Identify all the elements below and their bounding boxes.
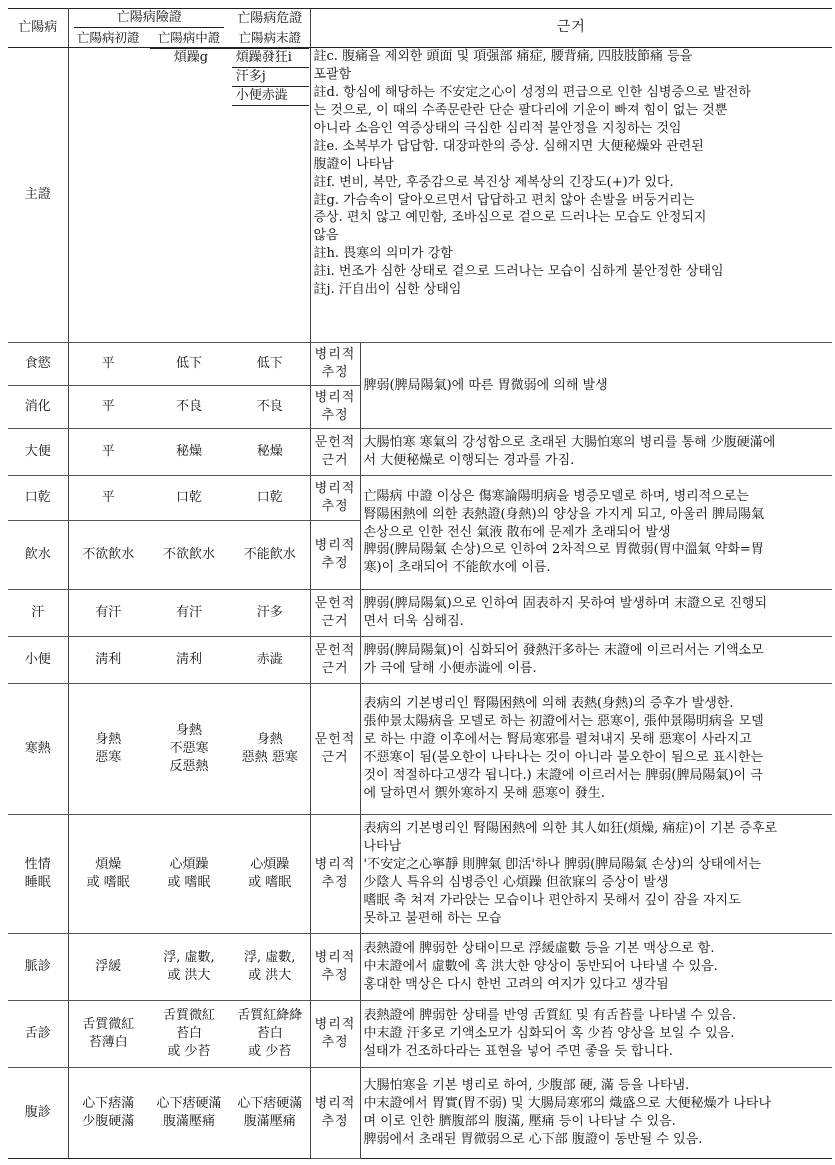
- cell-line: 或 嗜眠: [167, 875, 211, 890]
- note-line: 포괄함: [313, 66, 352, 82]
- main-late-values: [232, 48, 310, 106]
- cell-line: 苔白: [175, 1026, 202, 1042]
- cell-line: 浮, 虛數,: [244, 950, 296, 966]
- value-late: [230, 590, 310, 637]
- basis-line: 병리적: [314, 1096, 356, 1112]
- cell-line: 며 이로 인한 臍腹部의 腹滿, 壓痛 등이 나타날 수 있음.: [363, 1114, 676, 1129]
- cell-line: 或 少苔: [248, 1043, 292, 1059]
- header-critical: 亡陽病危證: [230, 9, 310, 29]
- note-line: 註g. 가슴속이 달아오르면서 답답하고 편치 않아 손발을 버둥거리는: [313, 192, 695, 208]
- value-middle: [148, 476, 230, 521]
- row-name: [8, 1001, 68, 1068]
- cell-line: 舌質微紅: [162, 1008, 215, 1024]
- value-middle: [148, 934, 230, 1001]
- basis-line: 근거: [321, 453, 349, 468]
- cell-line: 淸利: [175, 652, 202, 668]
- header-early: 亡陽病初證: [68, 28, 148, 48]
- value-early: [68, 684, 148, 815]
- cell-line: 惡寒: [95, 750, 122, 765]
- basis-line: 병리적: [314, 481, 356, 497]
- value-late: [230, 1001, 310, 1068]
- value-late: [230, 934, 310, 1001]
- cell-line: '不安定之心寧靜 則脾氣 卽活'하나 脾弱(脾局陽氣 손상)의 상태에서는: [363, 857, 762, 873]
- row-name: [8, 521, 68, 590]
- note-line: 腹證이 나타남: [313, 156, 394, 172]
- basis-line: 문헌적: [314, 435, 356, 451]
- cell-line: 平: [101, 444, 115, 460]
- value-late: [230, 343, 310, 386]
- basis-line: 병리적: [314, 1017, 356, 1033]
- cell-line: 면서 더욱 심해짐.: [363, 614, 464, 629]
- basis-line: 추정: [321, 968, 349, 983]
- cell-line: 身熱: [256, 732, 283, 748]
- table-row: [8, 934, 832, 1001]
- cell-line: 惡熱 惡寒: [241, 750, 298, 765]
- basis-cell: [310, 476, 360, 521]
- row-name-line: 腹診: [24, 1105, 51, 1121]
- row-name-line: 大便: [24, 444, 51, 460]
- cell-line: 서 大便秘燥로 이행되는 경과를 가짐.: [363, 453, 575, 468]
- table-row: [8, 590, 832, 637]
- table-row: [8, 637, 832, 684]
- note-line: 증상. 편치 않고 예민함, 조바심으로 겉으로 드러나는 모습도 안정되지: [313, 210, 707, 226]
- cell-line: 不良: [175, 399, 202, 415]
- cell-line: 脾弱(脾局陽氣)으로 인하여 固表하지 못하여 발생하며 末證으로 진행되: [363, 596, 768, 612]
- row-name-line: 口乾: [24, 490, 51, 506]
- cell-line: 低下: [256, 356, 283, 372]
- value-early: [68, 521, 148, 590]
- main-middle-value: 煩躁g: [150, 48, 232, 106]
- row-name: [8, 429, 68, 476]
- table-row: [8, 1068, 832, 1159]
- cell-line: 少陰人 특유의 심병증인 心煩躁 但欲寐의 증상이 발생: [363, 875, 669, 890]
- cell-line: 淸利: [95, 652, 122, 668]
- cell-line: 口乾: [175, 490, 202, 506]
- row-name-line: 飮水: [24, 547, 51, 563]
- basis-cell: [310, 343, 360, 386]
- cell-line: 腎陽困熱에 의한 表熱證(身熱)의 양상을 가지게 되고, 아울러 脾局陽氣: [363, 506, 765, 522]
- value-late: [230, 521, 310, 590]
- row-name: [8, 590, 68, 637]
- note-line: 註f. 변비, 복만, 후중감으로 복진상 제복상의 긴장도(+)가 있다.: [313, 174, 674, 190]
- basis-line: 추정: [321, 365, 349, 380]
- value-middle: [148, 637, 230, 684]
- value-late: [230, 386, 310, 429]
- main-symptom-notes: [310, 48, 832, 343]
- note-line: 아니라 소음인 역증상태의 극심한 심리적 불안정을 지칭하는 것임: [313, 120, 682, 136]
- cell-line: 大腸怕寒 寒氣의 강성함으로 초래된 大腸怕寒의 병리를 통해 少腹硬滿에: [363, 435, 776, 451]
- value-early: [68, 343, 148, 386]
- basis-line: 병리적: [314, 347, 356, 363]
- table-row-main-symptom: [8, 48, 832, 343]
- cell-line: 心煩躁: [250, 857, 290, 873]
- note-line: 註e. 소복부가 답답함. 대장파한의 증상. 심해지면 大便秘燥와 관련된: [313, 138, 704, 154]
- basis-line: 병리적: [314, 538, 356, 554]
- note-line: 註j. 汗自出이 심한 상태임: [313, 282, 462, 298]
- row-name-line: 脈診: [24, 959, 51, 975]
- description-shared-thirst: [360, 476, 832, 590]
- basis-line: 추정: [321, 875, 349, 890]
- header-middle: 亡陽病中證: [148, 28, 230, 48]
- row-name: [8, 1068, 68, 1159]
- basis-line: 문헌적: [314, 643, 356, 659]
- table-row: [8, 684, 832, 815]
- cell-line: 表病의 기본병리인 腎陽困熱에 의한 其人如狂(煩燥, 痛症)이 기본 증후로: [363, 821, 778, 837]
- cell-line: 心煩躁: [169, 857, 209, 873]
- value-early: [68, 815, 148, 934]
- cell-line: 表病의 기본병리인 腎陽困熱에 의해 表熱(身熱)의 증후가 발생한.: [363, 696, 734, 712]
- cell-line: 不惡寒: [169, 741, 209, 757]
- basis-line: 추정: [321, 408, 349, 423]
- cell-line: 不良: [256, 399, 283, 415]
- value-middle: [148, 343, 230, 386]
- table-row: [8, 343, 832, 386]
- description-cell: [360, 1001, 832, 1068]
- header-basis: 근거: [310, 9, 832, 48]
- description-cell: [360, 934, 832, 1001]
- cell-line: 嗜眠 축 쳐져 가라앉는 모습이나 편안하지 못해서 깊이 잠을 자지도: [363, 892, 741, 908]
- description-cell: [360, 429, 832, 476]
- cell-line: 表熱證에 脾弱한 상태를 반영 舌質紅 및 有舌苔를 나타낼 수 있음.: [363, 1008, 737, 1024]
- row-name-line: 小便: [24, 652, 51, 668]
- row-name: [8, 815, 68, 934]
- value-middle: [148, 815, 230, 934]
- cell-line: 苔白: [256, 1026, 283, 1042]
- cell-line: 손상으로 인한 전신 氣液 散布에 문제가 초래되어 발생: [363, 524, 671, 540]
- cell-line: 못하고 불편해 하는 모습: [363, 910, 502, 926]
- cell-line: 脾弱(脾局陽氣 손상)으로 인하여 2차적으로 胃微弱(胃中溫氣 약화=胃: [363, 542, 764, 558]
- value-early: [68, 386, 148, 429]
- value-early: [68, 429, 148, 476]
- cell-line: 心下痞硬滿: [237, 1096, 303, 1112]
- row-name-line: 性情: [24, 857, 51, 873]
- note-line: 않음: [313, 228, 339, 244]
- row-name: [8, 386, 68, 429]
- basis-line: 근거: [321, 661, 349, 676]
- description-cell: [360, 590, 832, 637]
- row-name-line: 消化: [24, 399, 51, 415]
- value-early: [68, 476, 148, 521]
- cell-line: 中末證에서 虛數에 혹 洪大한 양상이 동반되어 나타낼 수 있음.: [363, 959, 718, 975]
- cell-line: 心下痞硬滿: [156, 1096, 222, 1112]
- note-line: 註d. 항심에 해당하는 不安定之心이 성정의 편급으로 인한 심병증으로 발전하: [313, 84, 751, 100]
- row-name: [8, 343, 68, 386]
- cell-line: 舌質微紅: [82, 1017, 135, 1033]
- cell-line: 나타남: [363, 839, 402, 855]
- basis-line: 병리적: [314, 857, 356, 873]
- value-middle: [148, 429, 230, 476]
- basis-cell: [310, 386, 360, 429]
- row-name-line: 寒熱: [24, 741, 51, 757]
- cell-line: 홍대한 맥상은 다시 한번 고려의 여지가 있다고 생각됨: [363, 976, 669, 992]
- table-row: [8, 1001, 832, 1068]
- description-cell: [360, 1068, 832, 1159]
- cell-line: 反惡熱: [169, 758, 209, 774]
- value-late: [230, 429, 310, 476]
- value-late: [230, 1068, 310, 1159]
- cell-line: 少腹硬滿: [82, 1114, 135, 1129]
- cell-line: 心下痞滿: [82, 1096, 135, 1112]
- basis-line: 추정: [321, 1114, 349, 1129]
- cell-line: 脾弱(脾局陽氣)이 심화되어 發熱汗多하는 末證에 이르러서는 기액소모: [363, 643, 764, 659]
- cell-line: 不欲飮水: [162, 547, 215, 563]
- row-name-line: 食慾: [24, 356, 51, 372]
- cell-line: 身熱: [95, 732, 122, 748]
- row-name: [8, 637, 68, 684]
- cell-line: 不能飮水: [243, 547, 296, 563]
- value-late: [230, 637, 310, 684]
- cell-line: 설태가 건조하다라는 표현을 넣어 주면 좋을 듯 합니다.: [363, 1043, 673, 1059]
- basis-line: 추정: [321, 1035, 349, 1050]
- basis-cell: [310, 934, 360, 1001]
- cell-line: 脾弱에서 초래된 胃微弱으로 心下部 腹證이 동반될 수 있음.: [363, 1131, 703, 1147]
- value-middle: [148, 1068, 230, 1159]
- value-early: [68, 637, 148, 684]
- cell-line: 有汗: [175, 605, 202, 621]
- row-name-line: 睡眠: [24, 875, 51, 890]
- cell-line: 張仲景太陽病을 모델로 하는 初證에서는 惡寒이, 張仲景陽明病을 모델: [363, 714, 764, 730]
- cell-line: 或 少苔: [167, 1043, 211, 1059]
- cell-line: 大腸怕寒을 기본 병리로 하여, 少腹部 硬, 滿 등을 나타냄.: [363, 1078, 690, 1094]
- basis-cell: [310, 521, 360, 590]
- cell-line: 或 嗜眠: [248, 875, 292, 890]
- cell-line: 身熱: [175, 723, 202, 739]
- value-late: [230, 684, 310, 815]
- value-middle: [148, 684, 230, 815]
- row-name-line: 汗: [31, 605, 45, 621]
- basis-cell: [310, 637, 360, 684]
- cell-line: 煩燥: [95, 857, 122, 873]
- note-line: 註c. 腹痛을 제외한 頭面 및 項强部 痛症, 腰背痛, 四肢肢節痛 등을: [313, 49, 693, 64]
- cell-line: 浮緩: [95, 959, 122, 975]
- cell-line: 로 하는 中證 이후에서는 腎局寒邪를 펼쳐내지 못해 惡寒이 사라지고: [363, 732, 752, 748]
- note-line: 는 것으로, 이 때의 수족문란란 단순 팔다리에 기운이 빠져 힘이 없는 것뿐: [313, 102, 728, 118]
- value-middle: [148, 1001, 230, 1068]
- cell-line: 苔薄白: [88, 1035, 128, 1050]
- cell-line: 平: [101, 490, 115, 506]
- value-early: [68, 934, 148, 1001]
- basis-line: 추정: [321, 499, 349, 514]
- basis-line: 근거: [321, 750, 349, 765]
- value-middle: [148, 590, 230, 637]
- basis-line: 병리적: [314, 950, 356, 966]
- row-name-line: 舌診: [24, 1026, 51, 1042]
- table-body: [8, 48, 832, 1159]
- cell-line: 或 洪大: [248, 968, 292, 983]
- header-pattern: 亡陽病: [8, 9, 68, 48]
- basis-line: 추정: [321, 556, 349, 571]
- basis-cell: [310, 684, 360, 815]
- row-name: 主證: [8, 48, 68, 343]
- row-name: [8, 476, 68, 521]
- basis-cell: [310, 815, 360, 934]
- cell-line: 亡陽病 中證 이상은 傷寒論陽明病을 병증모델로 하며, 병리적으로는: [363, 488, 749, 504]
- cell-line: 가 극에 달해 小便赤澁에 이름.: [363, 661, 537, 676]
- main-late-item: 煩躁發狂i: [232, 48, 310, 67]
- table-row: [8, 429, 832, 476]
- main-late-item: 小便赤澁: [232, 86, 310, 106]
- cell-line: 平: [101, 399, 115, 415]
- cell-line: 或 嗜眠: [86, 875, 130, 890]
- basis-cell: [310, 1068, 360, 1159]
- cell-line: 赤澁: [256, 652, 283, 668]
- cell-line: 有汗: [95, 605, 122, 621]
- cell-line: 或 洪大: [167, 968, 211, 983]
- basis-line: 근거: [321, 614, 349, 629]
- basis-cell: [310, 429, 360, 476]
- cell-line: 秘燥: [175, 444, 202, 460]
- value-late: [230, 476, 310, 521]
- value-middle: [148, 386, 230, 429]
- cell-line: 舌質紅絳絳: [237, 1008, 303, 1024]
- cell-line: 中末證에서 胃實(胃不弱) 및 大腸局寒邪의 熾盛으로 大便秘燥가 나타나: [363, 1096, 772, 1112]
- symptom-table: [8, 8, 832, 1159]
- cell-line: 腹滿壓痛: [243, 1114, 296, 1129]
- cell-line: 汗多: [256, 605, 283, 621]
- note-line: 註h. 畏寒의 의미가 강함: [313, 246, 453, 262]
- cell-line: 에 달하면서 禦外寒하지 못해 惡寒이 發生.: [363, 785, 605, 801]
- cell-line: 中末證 汗多로 기액소모가 심화되어 혹 少苔 양상을 보일 수 있음.: [363, 1026, 735, 1042]
- cell-line: 秘燥: [256, 444, 283, 460]
- value-middle: [148, 521, 230, 590]
- cell-line: 低下: [175, 356, 202, 372]
- cell-line: 口乾: [256, 490, 283, 506]
- note-line: 註i. 번조가 심한 상태로 겉으로 드러나는 모습이 심하게 불안정한 상태임: [313, 264, 724, 280]
- value-early: [68, 1068, 148, 1159]
- basis-cell: [310, 590, 360, 637]
- cell-line: 浮, 虛數,: [163, 950, 215, 966]
- description-cell: [360, 815, 832, 934]
- value-early: [68, 590, 148, 637]
- table-row: [8, 476, 832, 521]
- value-early: [68, 1001, 148, 1068]
- main-late-item: 汗多j: [232, 67, 310, 86]
- basis-cell: [310, 1001, 360, 1068]
- header-late: 亡陽病末證: [230, 28, 310, 48]
- cell-line: 平: [101, 356, 115, 372]
- cell-line: 表熱證에 脾弱한 상태이므로 浮緩虛數 등을 기본 맥상으로 함.: [363, 941, 715, 957]
- row-name: [8, 934, 68, 1001]
- basis-line: 문헌적: [314, 732, 356, 748]
- cell-line: 不惡寒이 됨(불오한이 나타나는 것이 아니라 불오한이 됨으로 표시한는: [363, 750, 764, 765]
- cell-line: 腹滿壓痛: [162, 1114, 215, 1129]
- header-dangerous: 亡陽病險證: [68, 9, 230, 29]
- basis-line: 병리적: [314, 390, 356, 406]
- cell-line: 不欲飮水: [82, 547, 135, 563]
- row-name: [8, 684, 68, 815]
- value-late: [230, 815, 310, 934]
- main-symptom-values: [68, 48, 310, 343]
- description-cell: [360, 637, 832, 684]
- basis-line: 문헌적: [314, 596, 356, 612]
- description-cell: [360, 684, 832, 815]
- description-shared-appetite: 脾弱(脾局陽氣)에 따른 胃微弱에 의해 발생: [360, 343, 832, 429]
- cell-line: 것이 적절하다고생각 됩니다.) 末證에 이르러서는 脾弱(脾局陽氣)이 극: [363, 767, 763, 783]
- cell-line: 寒)이 초래되어 不能飮水에 이름.: [363, 560, 551, 576]
- table-row: [8, 815, 832, 934]
